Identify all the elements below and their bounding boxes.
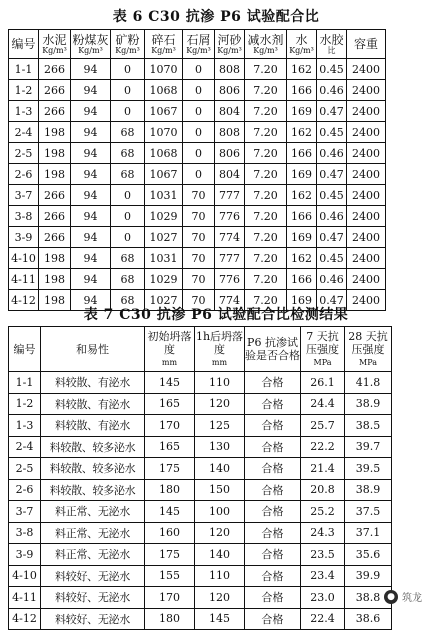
table7-cell: 160	[145, 522, 195, 544]
table6-header-unit: Kg/m³	[42, 45, 67, 55]
table7-row	[9, 544, 392, 566]
table7-cell: 150	[195, 479, 245, 501]
table6-cell: 1027	[145, 290, 183, 311]
table6-cell: 1070	[145, 59, 183, 80]
table7-cell: 110	[195, 565, 245, 587]
table6-cell: 0	[183, 80, 215, 101]
table6-cell: 7.20	[245, 59, 287, 80]
table6-cell: 0.47	[317, 227, 347, 248]
table6-cell: 0.47	[317, 101, 347, 122]
table6-cell: 0	[183, 59, 215, 80]
table6-row	[9, 164, 386, 185]
table6-header-unit: 比	[327, 45, 336, 55]
table7-cell: 1-3	[9, 415, 41, 437]
table7-cell: 21.4	[301, 458, 345, 480]
table6-header-unit: Kg/m³	[253, 45, 278, 55]
table7-cell: 1-2	[9, 393, 41, 415]
table7-header-label: 初始坍落度	[147, 329, 192, 356]
table6-cell: 198	[39, 164, 71, 185]
table7-cell: 合格	[245, 458, 301, 480]
table7-cell: 20.8	[301, 479, 345, 501]
table6-cell: 804	[215, 101, 245, 122]
table6-cell: 808	[215, 122, 245, 143]
table6-row	[9, 101, 386, 122]
table7-cell: 合格	[245, 522, 301, 544]
table7-cell: 39.9	[345, 565, 392, 587]
table7-cell: 39.7	[345, 436, 392, 458]
table7-header-row	[9, 327, 392, 372]
table7-cell: 合格	[245, 415, 301, 437]
table6-cell: 94	[71, 143, 111, 164]
table7-cell: 3-7	[9, 501, 41, 523]
table6-cell: 0.45	[317, 122, 347, 143]
table6-header-cell	[9, 30, 39, 59]
table7-header-cell	[301, 327, 345, 372]
table7-cell: 4-12	[9, 608, 41, 630]
table6-cell: 94	[71, 227, 111, 248]
table6-cell: 94	[71, 122, 111, 143]
table6-header-cell	[183, 30, 215, 59]
table6-cell: 774	[215, 290, 245, 311]
table7-cell: 料较散、较多泌水	[41, 479, 145, 501]
table6-cell: 777	[215, 248, 245, 269]
table6-cell: 70	[183, 269, 215, 290]
table6-cell: 94	[71, 80, 111, 101]
table6-cell: 1-3	[9, 101, 39, 122]
table6-cell: 94	[71, 59, 111, 80]
table6-cell: 94	[71, 164, 111, 185]
table6-cell: 166	[287, 206, 317, 227]
table6-cell: 3-9	[9, 227, 39, 248]
table6-cell: 70	[183, 248, 215, 269]
table6-cell: 0	[183, 101, 215, 122]
table6-cell: 4-10	[9, 248, 39, 269]
table7-header-cell	[345, 327, 392, 372]
table6-cell: 2400	[347, 164, 386, 185]
table7-cell: 170	[145, 415, 195, 437]
table6-header-cell	[145, 30, 183, 59]
table6-cell: 198	[39, 143, 71, 164]
table6-cell: 2400	[347, 269, 386, 290]
table7-cell: 合格	[245, 587, 301, 609]
table7-row	[9, 522, 392, 544]
table7-cell: 23.0	[301, 587, 345, 609]
table7-cell: 38.9	[345, 479, 392, 501]
table7-cell: 23.4	[301, 565, 345, 587]
table7-cell: 41.8	[345, 372, 392, 394]
table7-cell: 23.5	[301, 544, 345, 566]
table7-cell: 180	[145, 479, 195, 501]
table7-cell: 22.4	[301, 608, 345, 630]
table6-cell: 2400	[347, 80, 386, 101]
table6-row	[9, 206, 386, 227]
table6-cell: 7.20	[245, 143, 287, 164]
table6-row	[9, 227, 386, 248]
table6-cell: 1-1	[9, 59, 39, 80]
table6-cell: 1067	[145, 101, 183, 122]
table7-cell: 3-8	[9, 522, 41, 544]
table6-cell: 7.20	[245, 101, 287, 122]
table7-cell: 25.7	[301, 415, 345, 437]
table7-cell: 140	[195, 458, 245, 480]
table6-header-label: 编号	[11, 37, 36, 51]
table7-cell: 140	[195, 544, 245, 566]
table7-cell: 2-5	[9, 458, 41, 480]
table6-header-unit: Kg/m³	[151, 45, 176, 55]
table7-header-label: P6 抗渗试验是否合格	[245, 336, 300, 362]
table7-cell: 合格	[245, 608, 301, 630]
table6-cell: 2400	[347, 290, 386, 311]
table7-cell: 180	[145, 608, 195, 630]
table6-cell: 2400	[347, 185, 386, 206]
table6-cell: 68	[111, 269, 145, 290]
table6-header-unit: Kg/m³	[217, 45, 242, 55]
table7-header-unit: MPa	[313, 357, 332, 367]
table6-cell: 1031	[145, 185, 183, 206]
table7-cell: 1-1	[9, 372, 41, 394]
table6-cell: 94	[71, 248, 111, 269]
table6-header-cell	[71, 30, 111, 59]
watermark-text: 筑龙	[402, 593, 422, 604]
table7-cell: 合格	[245, 393, 301, 415]
table6-header-label: 石屑	[186, 32, 211, 47]
table7-cell: 合格	[245, 501, 301, 523]
table7-row	[9, 436, 392, 458]
table6-row	[9, 80, 386, 101]
table6-cell: 70	[183, 227, 215, 248]
table6-cell: 266	[39, 185, 71, 206]
table6-header-label: 河砂	[217, 32, 242, 47]
table6-cell: 2-5	[9, 143, 39, 164]
table6-row	[9, 59, 386, 80]
table6-header-label: 水泥	[42, 32, 67, 47]
table6-header-cell	[111, 30, 145, 59]
table6-cell: 266	[39, 206, 71, 227]
table6-cell: 7.20	[245, 122, 287, 143]
table6-cell: 806	[215, 143, 245, 164]
table7-cell: 料正常、无泌水	[41, 522, 145, 544]
table7-header-label: 1h后坍落度	[195, 329, 244, 356]
table6-cell: 1029	[145, 206, 183, 227]
table7-cell: 170	[145, 587, 195, 609]
table6-cell: 94	[71, 290, 111, 311]
table6-row	[9, 143, 386, 164]
table6-cell: 94	[71, 185, 111, 206]
chat-bubble-icon: ●	[384, 590, 398, 604]
table6-cell: 2400	[347, 59, 386, 80]
table7-row	[9, 479, 392, 501]
table7-row	[9, 587, 392, 609]
table6-cell: 0.46	[317, 269, 347, 290]
table6-cell: 1068	[145, 143, 183, 164]
table7-cell: 120	[195, 587, 245, 609]
table7-cell: 38.5	[345, 415, 392, 437]
table6-cell: 776	[215, 206, 245, 227]
table6-title: 表 6 C30 抗渗 P6 试验配合比	[112, 9, 320, 25]
table6-cell: 94	[71, 269, 111, 290]
table6-header-label: 容重	[353, 37, 378, 51]
table7-cell: 155	[145, 565, 195, 587]
table6-cell: 0.45	[317, 59, 347, 80]
table6-cell: 0.46	[317, 143, 347, 164]
table6-cell: 162	[287, 122, 317, 143]
table7-cell: 145	[145, 372, 195, 394]
table6-mix-proportions	[8, 29, 386, 311]
table6-header-label: 矿粉	[115, 32, 140, 47]
table6-row	[9, 185, 386, 206]
table7-cell: 合格	[245, 565, 301, 587]
table7-header-cell	[245, 327, 301, 372]
table6-header-label: 水	[295, 32, 308, 47]
table6-cell: 162	[287, 185, 317, 206]
table7-row	[9, 372, 392, 394]
table6-cell: 94	[71, 206, 111, 227]
table6-cell: 68	[111, 164, 145, 185]
table7-cell: 37.5	[345, 501, 392, 523]
table7-cell: 165	[145, 393, 195, 415]
table6-cell: 7.20	[245, 185, 287, 206]
table6-cell: 166	[287, 143, 317, 164]
table6-cell: 1-2	[9, 80, 39, 101]
table6-cell: 0	[111, 185, 145, 206]
table7-cell: 2-4	[9, 436, 41, 458]
table6-cell: 266	[39, 101, 71, 122]
table6-header-cell	[347, 30, 386, 59]
table6-cell: 1068	[145, 80, 183, 101]
table6-cell: 0.46	[317, 206, 347, 227]
table6-cell: 2400	[347, 101, 386, 122]
table7-header-unit: mm	[161, 357, 178, 367]
table7-cell: 145	[195, 608, 245, 630]
table6-cell: 0	[111, 206, 145, 227]
table7-header-label: 编号	[13, 342, 36, 356]
table6-cell: 2400	[347, 248, 386, 269]
table7-cell: 165	[145, 436, 195, 458]
table6-cell: 68	[111, 290, 145, 311]
table6-cell: 169	[287, 164, 317, 185]
table6-cell: 2400	[347, 143, 386, 164]
table7-header-cell	[195, 327, 245, 372]
table6-cell: 198	[39, 290, 71, 311]
table6-cell: 1029	[145, 269, 183, 290]
table6-cell: 4-11	[9, 269, 39, 290]
table6-cell: 166	[287, 80, 317, 101]
table6-cell: 1067	[145, 164, 183, 185]
table7-cell: 100	[195, 501, 245, 523]
table6-cell: 166	[287, 269, 317, 290]
table6-cell: 0	[183, 164, 215, 185]
table6-cell: 0	[183, 122, 215, 143]
table7-row	[9, 458, 392, 480]
table6-row	[9, 122, 386, 143]
table6-cell: 266	[39, 80, 71, 101]
table6-cell: 2400	[347, 122, 386, 143]
table6-header-unit: Kg/m³	[186, 45, 211, 55]
table7-cell: 合格	[245, 372, 301, 394]
table7-row	[9, 565, 392, 587]
table7-header-label: 7 天抗压强度	[306, 329, 339, 356]
table6-header-cell	[245, 30, 287, 59]
table6-cell: 0	[111, 59, 145, 80]
table6-header-label: 碎石	[151, 32, 176, 47]
table6-cell: 68	[111, 248, 145, 269]
table7-cell: 37.1	[345, 522, 392, 544]
table6-header-label: 水胶	[319, 32, 344, 47]
table7-header-unit: mm	[211, 357, 228, 367]
table7-header-label: 和易性	[76, 342, 109, 356]
table6-cell: 70	[183, 185, 215, 206]
table6-cell: 774	[215, 227, 245, 248]
table7-cell: 料较好、无泌水	[41, 608, 145, 630]
table6-header-cell	[215, 30, 245, 59]
table7-cell: 35.6	[345, 544, 392, 566]
table6-header-cell	[39, 30, 71, 59]
table6-row	[9, 248, 386, 269]
table7-cell: 175	[145, 544, 195, 566]
table7-row	[9, 393, 392, 415]
table7-test-results	[8, 326, 392, 630]
table6-cell: 162	[287, 248, 317, 269]
table6-header-cell	[317, 30, 347, 59]
table6-cell: 198	[39, 248, 71, 269]
table6-cell: 169	[287, 101, 317, 122]
table7-header-cell	[41, 327, 145, 372]
table6-cell: 7.20	[245, 269, 287, 290]
table6-cell: 169	[287, 227, 317, 248]
table6-cell: 2-4	[9, 122, 39, 143]
table6-cell: 0.45	[317, 248, 347, 269]
table7-cell: 料正常、无泌水	[41, 501, 145, 523]
table7-cell: 料较散、有泌水	[41, 393, 145, 415]
table7-cell: 120	[195, 393, 245, 415]
table6-cell: 0	[111, 101, 145, 122]
table6-header-label: 粉煤灰	[72, 32, 109, 47]
table7-cell: 25.2	[301, 501, 345, 523]
table6-cell: 0.46	[317, 80, 347, 101]
table6-cell: 0.47	[317, 164, 347, 185]
table7-cell: 175	[145, 458, 195, 480]
table7-header-cell	[9, 327, 41, 372]
table6-cell: 266	[39, 59, 71, 80]
table6-cell: 804	[215, 164, 245, 185]
table6-cell: 198	[39, 269, 71, 290]
table7-cell: 料较好、无泌水	[41, 565, 145, 587]
table6-cell: 0.47	[317, 290, 347, 311]
table6-cell: 3-7	[9, 185, 39, 206]
table6-cell: 777	[215, 185, 245, 206]
table6-cell: 3-8	[9, 206, 39, 227]
table6-cell: 0	[111, 80, 145, 101]
table7-header-unit: MPa	[359, 357, 377, 367]
table6-cell: 169	[287, 290, 317, 311]
table7-cell: 24.3	[301, 522, 345, 544]
table6-header-unit: Kg/m³	[289, 45, 314, 55]
table7-cell: 130	[195, 436, 245, 458]
table6-row	[9, 269, 386, 290]
table7-cell: 合格	[245, 479, 301, 501]
table6-cell: 776	[215, 269, 245, 290]
table7-cell: 39.5	[345, 458, 392, 480]
table7-header-label: 28 天抗压强度	[348, 329, 388, 356]
table6-cell: 7.20	[245, 206, 287, 227]
table6-cell: 162	[287, 59, 317, 80]
table6-cell: 7.20	[245, 248, 287, 269]
table6-cell: 1070	[145, 122, 183, 143]
table7-cell: 4-10	[9, 565, 41, 587]
table6-cell: 806	[215, 80, 245, 101]
table6-cell: 808	[215, 59, 245, 80]
table6-cell: 7.20	[245, 164, 287, 185]
table7-cell: 38.9	[345, 393, 392, 415]
table7-title: 表 7 C30 抗渗 P6 试验配合比检测结果	[83, 307, 349, 323]
table6-cell: 70	[183, 206, 215, 227]
table7-cell: 26.1	[301, 372, 345, 394]
table6-cell: 2400	[347, 227, 386, 248]
table6-header-cell	[287, 30, 317, 59]
table7-cell: 145	[145, 501, 195, 523]
table7-row	[9, 608, 392, 630]
table6-cell: 0	[183, 143, 215, 164]
table7-cell: 合格	[245, 544, 301, 566]
table7-cell: 料较散、有泌水	[41, 372, 145, 394]
table7-cell: 料较好、无泌水	[41, 587, 145, 609]
table7-cell: 3-9	[9, 544, 41, 566]
table6-cell: 68	[111, 122, 145, 143]
table6-cell: 7.20	[245, 227, 287, 248]
table6-cell: 0.45	[317, 185, 347, 206]
table6-cell: 70	[183, 290, 215, 311]
table6-cell: 1031	[145, 248, 183, 269]
table7-cell: 125	[195, 415, 245, 437]
table6-cell: 7.20	[245, 290, 287, 311]
table7-cell: 120	[195, 522, 245, 544]
table7-cell: 料较散、较多泌水	[41, 436, 145, 458]
table7-cell: 38.6	[345, 608, 392, 630]
table6-cell: 2400	[347, 206, 386, 227]
table7-cell: 料较散、有泌水	[41, 415, 145, 437]
table7-row	[9, 415, 392, 437]
table6-cell: 7.20	[245, 80, 287, 101]
table7-cell: 38.8	[345, 587, 392, 609]
table6-header-row	[9, 30, 386, 59]
table7-cell: 24.4	[301, 393, 345, 415]
watermark	[384, 589, 422, 604]
table6-cell: 1027	[145, 227, 183, 248]
table7-cell: 110	[195, 372, 245, 394]
table7-cell: 4-11	[9, 587, 41, 609]
table6-cell: 4-12	[9, 290, 39, 311]
table6-header-label: 减水剂	[247, 32, 284, 47]
table6-header-unit: Kg/m³	[78, 45, 103, 55]
table6-cell: 0	[111, 227, 145, 248]
table6-header-unit: Kg/m³	[115, 45, 140, 55]
table6-cell: 198	[39, 122, 71, 143]
table6-cell: 94	[71, 101, 111, 122]
table7-cell: 合格	[245, 436, 301, 458]
table7-cell: 料正常、无泌水	[41, 544, 145, 566]
table6-cell: 68	[111, 143, 145, 164]
table7-cell: 2-6	[9, 479, 41, 501]
table7-cell: 22.2	[301, 436, 345, 458]
table7-header-cell	[145, 327, 195, 372]
table7-cell: 料较散、较多泌水	[41, 458, 145, 480]
table6-cell: 2-6	[9, 164, 39, 185]
table7-row	[9, 501, 392, 523]
table6-cell: 266	[39, 227, 71, 248]
